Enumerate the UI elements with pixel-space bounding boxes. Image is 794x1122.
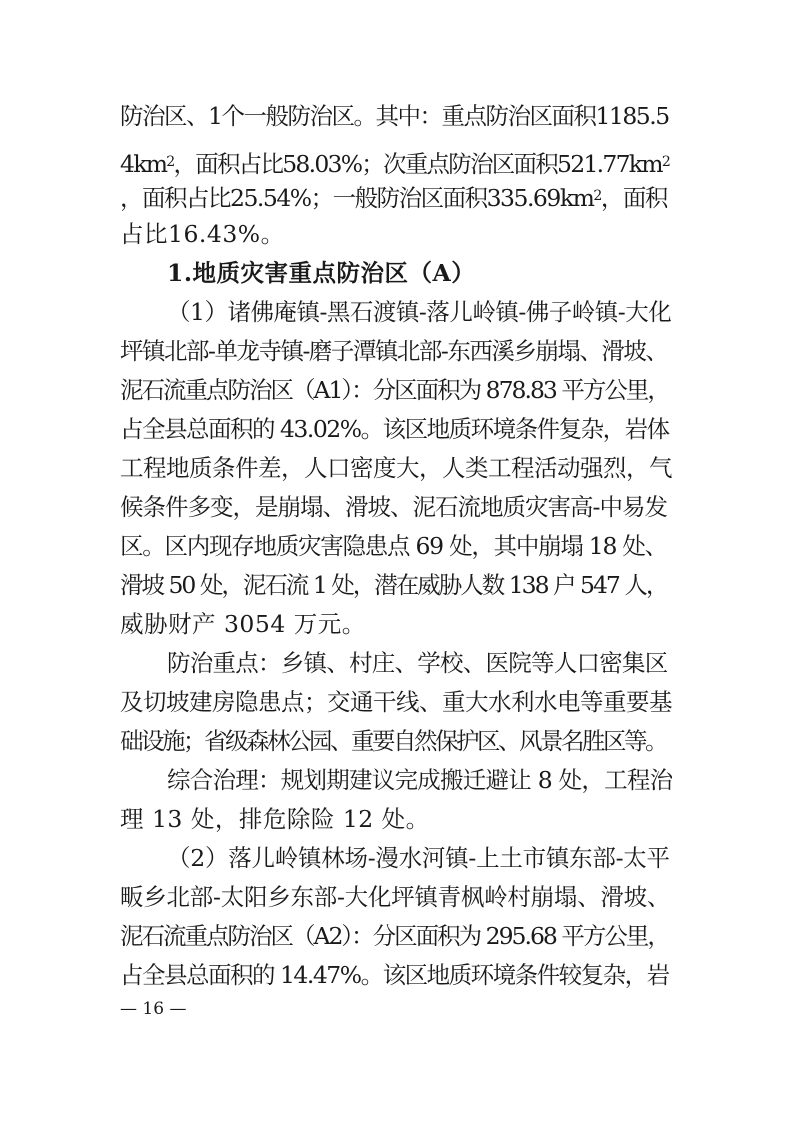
text-line: 防治重点：乡镇、村庄、学校、医院等人口密集区 xyxy=(167,649,668,677)
text-line: 滑坡 50 处，泥石流 1 处，潜在威胁人数 138 户 547 人， xyxy=(120,571,668,599)
text-line: 坪镇北部-单龙寺镇-磨子潭镇北部-东西溪乡崩塌、滑坡、 xyxy=(120,337,668,365)
text-line: （1）诸佛庵镇-黑石渡镇-落儿岭镇-佛子岭镇-大化 xyxy=(167,298,672,326)
text-line: 综合治理：规划期建议完成搬迁避让 8 处，工程治 xyxy=(167,766,673,794)
text-line: $4km^2$，面积占比58.03%；次重点防治区面积$521.77km^2$ xyxy=(120,150,670,178)
text-line: 理 13 处，排危除险 12 处。 xyxy=(120,805,430,833)
text-line: （2）落儿岭镇林场-漫水河镇-上土市镇东部-太平 xyxy=(167,844,670,872)
text-line: 工程地质条件差，人口密度大，人类工程活动强烈，气 xyxy=(120,454,672,482)
text-line: ，面积占比25.54%；一般防治区面积$335.69km^2$，面积 xyxy=(120,184,667,212)
text-line: 威胁财产 3054 万元。 xyxy=(120,610,366,638)
text-line: 占全县总面积的 14.47%。该区地质环境条件较复杂，岩 xyxy=(120,961,669,989)
page-number: — 16 — xyxy=(120,999,187,1019)
text-line: 占全县总面积的 43.02%。该区地质环境条件复杂，岩体 xyxy=(120,415,669,443)
text-line: 畈乡北部-太阳乡东部-大化坪镇青枫岭村崩塌、滑坡、 xyxy=(120,883,671,911)
text-line: 占比16.43%。 xyxy=(120,220,285,248)
text-line: 防治区、1个一般防治区。其中：重点防治区面积1185.5 xyxy=(120,102,669,130)
text-line: 泥石流重点防治区（A2）：分区面积为 295.68 平方公里， xyxy=(120,922,669,950)
text-line: 泥石流重点防治区（A1）：分区面积为 878.83 平方公里， xyxy=(120,376,669,404)
section-heading: 1.地质灾害重点防治区（A） xyxy=(167,259,476,287)
text-line: 础设施；省级森林公园、重要自然保护区、风景名胜区等。 xyxy=(120,727,666,755)
text-line: 候条件多变，是崩塌、滑坡、泥石流地质灾害高-中易发 xyxy=(120,493,667,521)
text-line: 及切坡建房隐患点；交通干线、重大水利水电等重要基 xyxy=(120,688,672,716)
text-line: 区。区内现存地质灾害隐患点 69 处，其中崩塌 18 处、 xyxy=(120,532,667,560)
